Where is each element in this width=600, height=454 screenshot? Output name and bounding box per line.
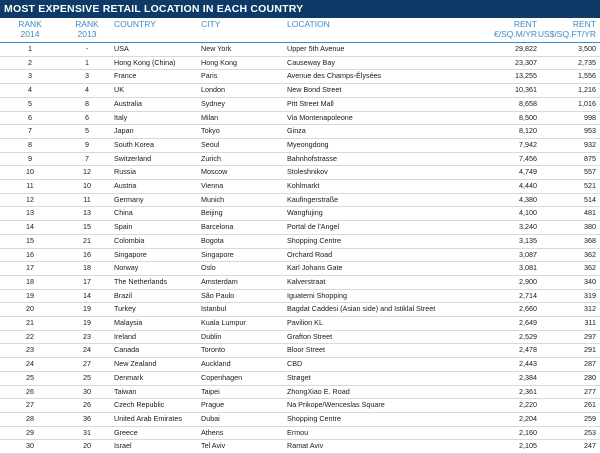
- table-row: [0, 56, 600, 70]
- table-row: [0, 344, 600, 358]
- cell-rank-2014: 19: [26, 290, 34, 300]
- cell-rent-usd: 297: [584, 331, 596, 341]
- cell-rank-2013: 7: [85, 153, 89, 163]
- cell-location: Ramat Aviv: [287, 441, 324, 451]
- cell-rank-2013: 11: [83, 194, 91, 204]
- table-row: [0, 125, 600, 139]
- cell-rank-2014: 23: [26, 345, 34, 355]
- cell-country: UK: [114, 85, 124, 95]
- cell-city: Moscow: [201, 167, 228, 177]
- table-row: [0, 330, 600, 344]
- cell-rank-2013: 5: [85, 126, 89, 136]
- cell-rank-2013: 36: [83, 413, 91, 423]
- table-row: [0, 193, 600, 207]
- cell-city: London: [201, 85, 225, 95]
- cell-country: South Korea: [114, 139, 154, 149]
- header-location: LOCATION: [287, 19, 330, 29]
- cell-rent-eur: 2,105: [519, 441, 537, 451]
- cell-rent-usd: 953: [584, 126, 596, 136]
- table-row: [0, 275, 600, 289]
- cell-rank-2013: 31: [83, 427, 91, 437]
- cell-rent-usd: 362: [584, 263, 596, 273]
- cell-rent-eur: 2,443: [519, 359, 537, 369]
- cell-city: São Paulo: [201, 290, 235, 300]
- cell-country: Germany: [114, 194, 144, 204]
- cell-location: Ginza: [287, 126, 306, 136]
- cell-rank-2014: 12: [26, 194, 34, 204]
- cell-location: Kohlmarkt: [287, 181, 320, 191]
- cell-rank-2013: 26: [83, 400, 91, 410]
- cell-rent-usd: 1,216: [578, 85, 596, 95]
- cell-location: Ermou: [287, 427, 309, 437]
- cell-rent-eur: 10,361: [515, 85, 537, 95]
- cell-rent-usd: 380: [584, 222, 596, 232]
- cell-city: Beijing: [201, 208, 223, 218]
- cell-rank-2014: 30: [26, 441, 34, 451]
- cell-rank-2014: 13: [26, 208, 34, 218]
- table-body: [0, 43, 600, 454]
- cell-rank-2013: 3: [85, 71, 89, 81]
- cell-rank-2013: 15: [83, 222, 91, 232]
- cell-rank-2013: 1: [85, 57, 89, 67]
- cell-rank-2014: 7: [28, 126, 32, 136]
- table-row: [0, 138, 600, 152]
- cell-country: Japan: [114, 126, 134, 136]
- cell-rent-usd: 259: [584, 413, 596, 423]
- cell-city: Singapore: [201, 249, 234, 259]
- cell-rent-usd: 319: [584, 290, 596, 300]
- cell-rank-2013: 23: [83, 331, 91, 341]
- table-row: [0, 262, 600, 276]
- header-rent-usd: [537, 18, 600, 43]
- cell-rent-eur: 8,120: [519, 126, 537, 136]
- cell-rent-eur: 8,658: [519, 98, 537, 108]
- cell-city: Barcelona: [201, 222, 234, 232]
- cell-rent-usd: 311: [584, 318, 596, 328]
- cell-rank-2013: 12: [83, 167, 91, 177]
- table-row: [0, 234, 600, 248]
- cell-city: New York: [201, 44, 232, 53]
- cell-city: Munich: [201, 194, 225, 204]
- cell-city: Tel Aviv: [201, 441, 226, 451]
- cell-country: Norway: [114, 263, 139, 273]
- cell-rent-usd: 998: [584, 112, 596, 122]
- cell-rank-2013: 16: [83, 249, 91, 259]
- cell-rent-eur: 4,380: [519, 194, 537, 204]
- cell-location: Orchard Road: [287, 249, 333, 259]
- cell-location: New Bond Street: [287, 85, 342, 95]
- cell-location: ZhongXiao E. Road: [287, 386, 350, 396]
- cell-rank-2014: 5: [28, 98, 32, 108]
- cell-rank-2013: 24: [83, 345, 91, 355]
- cell-rent-eur: 4,440: [519, 181, 537, 191]
- header-rank-2014-line2: 2014: [20, 28, 40, 39]
- cell-country: Singapore: [114, 249, 147, 259]
- cell-rank-2013: 17: [83, 276, 91, 286]
- table-row: [0, 43, 600, 57]
- cell-rent-usd: 1,016: [578, 98, 596, 108]
- table-row: [0, 111, 600, 125]
- cell-location: Shopping Centre: [287, 413, 341, 423]
- cell-location: Pavilion KL: [287, 318, 323, 328]
- cell-location: Shopping Centre: [287, 235, 341, 245]
- cell-rent-usd: 312: [584, 304, 596, 314]
- cell-city: Dublin: [201, 331, 222, 341]
- cell-city: Seoul: [201, 139, 220, 149]
- cell-city: Milan: [201, 112, 219, 122]
- cell-rent-eur: 2,384: [519, 372, 537, 382]
- cell-rank-2013: 19: [83, 304, 91, 314]
- header-rank-2013-line1: RANK: [75, 19, 99, 29]
- cell-location: Bahnhofstrasse: [287, 153, 337, 163]
- cell-city: Toronto: [201, 345, 225, 355]
- cell-rent-eur: 2,478: [519, 345, 537, 355]
- cell-rent-eur: 8,500: [519, 112, 537, 122]
- cell-city: Hong Kong: [201, 57, 237, 67]
- cell-city: Tokyo: [201, 126, 220, 136]
- cell-rent-usd: 340: [584, 276, 596, 286]
- cell-rank-2013: 14: [83, 290, 91, 300]
- cell-rank-2014: 26: [26, 386, 34, 396]
- cell-rank-2013: 27: [83, 359, 91, 369]
- cell-rank-2014: 29: [26, 427, 34, 437]
- cell-rank-2014: 14: [26, 222, 34, 232]
- cell-rank-2014: 2: [28, 57, 32, 67]
- cell-location: Na Prikope/Wenceslas Square: [287, 400, 385, 410]
- cell-city: Kuala Lumpur: [201, 318, 246, 328]
- cell-country: Hong Kong (China): [114, 57, 176, 67]
- header-rank-2013-line2: 2013: [77, 28, 97, 39]
- cell-rank-2014: 22: [26, 331, 34, 341]
- cell-location: Bloor Street: [287, 345, 325, 355]
- cell-rent-eur: 2,529: [519, 331, 537, 341]
- cell-rank-2014: 17: [26, 263, 34, 273]
- cell-rent-eur: 13,255: [515, 71, 537, 81]
- cell-city: Auckland: [201, 359, 231, 369]
- cell-location: Portal de l'Angel: [287, 222, 340, 232]
- cell-rent-eur: 4,100: [519, 208, 537, 218]
- cell-city: Paris: [201, 71, 218, 81]
- cell-city: Oslo: [201, 263, 216, 273]
- cell-country: Austria: [114, 181, 137, 191]
- cell-location: Bagdat Caddesi (Asian side) and Istiklal Street: [287, 304, 436, 314]
- header-rank-2014-line1: RANK: [18, 19, 42, 29]
- table-row: [0, 371, 600, 385]
- cell-rank-2013: 18: [83, 263, 91, 273]
- table-row: [0, 412, 600, 426]
- cell-rank-2013: 30: [83, 386, 91, 396]
- cell-rent-usd: 481: [584, 208, 596, 218]
- cell-country: Russia: [114, 167, 136, 177]
- cell-country: France: [114, 71, 137, 81]
- cell-location: Grafton Street: [287, 331, 333, 341]
- cell-rank-2014: 24: [26, 359, 34, 369]
- table-row: [0, 97, 600, 111]
- cell-city: Athens: [201, 427, 224, 437]
- table-row: [0, 317, 600, 331]
- cell-country: Canada: [114, 345, 140, 355]
- table-row: [0, 358, 600, 372]
- table-row: [0, 303, 600, 317]
- cell-rent-usd: 253: [584, 427, 596, 437]
- cell-rent-eur: 2,900: [519, 276, 537, 286]
- cell-rent-usd: 291: [584, 345, 596, 355]
- table-row: [0, 152, 600, 166]
- cell-rank-2014: 25: [26, 372, 34, 382]
- cell-rank-2013: -: [85, 44, 89, 53]
- cell-city: Copenhagen: [201, 372, 243, 382]
- cell-rent-eur: 3,087: [519, 249, 537, 259]
- cell-rent-usd: 932: [584, 139, 596, 149]
- header-rent-usd-line2: US$/SQ.FT/YR: [537, 28, 596, 39]
- cell-city: Dubai: [201, 413, 220, 423]
- cell-country: USA: [114, 44, 129, 53]
- cell-location: Avenue des Champs-Élysées: [287, 71, 382, 81]
- cell-city: Amsterdam: [201, 276, 238, 286]
- cell-country: Malaysia: [114, 318, 143, 328]
- cell-country: Denmark: [114, 372, 144, 382]
- cell-rent-eur: 7,942: [519, 139, 537, 149]
- cell-country: Australia: [114, 98, 142, 108]
- cell-rent-eur: 7,456: [519, 153, 537, 163]
- cell-rank-2014: 8: [28, 139, 32, 149]
- cell-rent-eur: 3,240: [519, 222, 537, 232]
- cell-location: Causeway Bay: [287, 57, 335, 67]
- cell-country: Taiwan: [114, 386, 137, 396]
- header-rank-2014: [0, 18, 60, 43]
- cell-rank-2014: 27: [26, 400, 34, 410]
- cell-rank-2013: 20: [83, 441, 91, 451]
- cell-rank-2013: 25: [83, 372, 91, 382]
- header-rent-usd-line1: RENT: [572, 19, 596, 29]
- cell-rent-usd: 557: [584, 167, 596, 177]
- cell-rank-2014: 10: [26, 167, 34, 177]
- cell-country: Colombia: [114, 235, 145, 245]
- cell-rent-eur: 2,714: [519, 290, 537, 300]
- cell-location: Upper 5th Avenue: [287, 44, 345, 53]
- cell-rent-usd: 280: [584, 372, 596, 382]
- header-row: [0, 18, 600, 43]
- cell-rank-2014: 1: [28, 44, 32, 53]
- header-rent-eur-line2: €/SQ.M/YR: [494, 28, 537, 39]
- cell-location: Wangfujing: [287, 208, 323, 218]
- cell-rent-eur: 2,361: [519, 386, 537, 396]
- cell-rent-eur: 2,160: [519, 427, 537, 437]
- cell-location: Karl Johans Gate: [287, 263, 343, 273]
- cell-rent-usd: 514: [584, 194, 596, 204]
- cell-city: Vienna: [201, 181, 224, 191]
- cell-country: The Netherlands: [114, 276, 168, 286]
- cell-location: Pitt Street Mall: [287, 98, 334, 108]
- header-city: CITY: [201, 19, 221, 29]
- cell-country: Israel: [114, 441, 132, 451]
- table-row: [0, 426, 600, 440]
- cell-rent-usd: 247: [584, 441, 596, 451]
- cell-location: Iguatemi Shopping: [287, 290, 347, 300]
- cell-rank-2013: 9: [85, 139, 89, 149]
- cell-rent-usd: 277: [584, 386, 596, 396]
- cell-city: Bogota: [201, 235, 224, 245]
- cell-city: Zurich: [201, 153, 221, 163]
- cell-country: Brazil: [114, 290, 132, 300]
- cell-rank-2014: 4: [28, 85, 32, 95]
- cell-rank-2014: 9: [28, 153, 32, 163]
- cell-rent-usd: 261: [584, 400, 596, 410]
- cell-rank-2014: 6: [28, 112, 32, 122]
- cell-rank-2013: 6: [85, 112, 89, 122]
- cell-rent-eur: 3,081: [519, 263, 537, 273]
- header-rent-eur: [476, 18, 537, 43]
- cell-rent-usd: 3,500: [578, 44, 596, 53]
- header-rank-2013: [60, 18, 114, 43]
- table-title: MOST EXPENSIVE RETAIL LOCATION IN EACH COUNTRY: [0, 0, 600, 18]
- cell-rank-2013: 19: [83, 318, 91, 328]
- cell-rank-2013: 10: [83, 181, 91, 191]
- retail-rent-table: [0, 18, 600, 454]
- cell-rent-eur: 2,204: [519, 413, 537, 423]
- cell-rent-eur: 2,220: [519, 400, 537, 410]
- cell-location: Stoleshnikov: [287, 167, 328, 177]
- cell-country: Switzerland: [114, 153, 152, 163]
- cell-location: Via Montenapoleone: [287, 112, 353, 122]
- cell-city: Istanbul: [201, 304, 227, 314]
- cell-country: Italy: [114, 112, 128, 122]
- cell-rank-2014: 20: [26, 304, 34, 314]
- cell-country: Spain: [114, 222, 133, 232]
- cell-rank-2014: 28: [26, 413, 34, 423]
- header-country: COUNTRY: [114, 19, 156, 29]
- cell-rent-usd: 362: [584, 249, 596, 259]
- cell-rank-2014: 16: [26, 249, 34, 259]
- cell-country: Czech Republic: [114, 400, 165, 410]
- cell-rank-2014: 18: [26, 276, 34, 286]
- cell-rent-eur: 2,660: [519, 304, 537, 314]
- cell-location: Strøget: [287, 372, 311, 382]
- table-row: [0, 166, 600, 180]
- cell-rent-eur: 2,649: [519, 318, 537, 328]
- cell-rent-usd: 287: [584, 359, 596, 369]
- table-row: [0, 289, 600, 303]
- cell-location: Myeongdong: [287, 139, 329, 149]
- cell-rank-2014: 11: [26, 181, 34, 191]
- cell-rank-2013: 8: [85, 98, 89, 108]
- cell-rank-2013: 21: [83, 235, 91, 245]
- cell-country: China: [114, 208, 133, 218]
- cell-rent-usd: 1,556: [578, 71, 596, 81]
- cell-rank-2014: 3: [28, 71, 32, 81]
- cell-city: Sydney: [201, 98, 225, 108]
- cell-rank-2013: 4: [85, 85, 89, 95]
- table-row: [0, 248, 600, 262]
- cell-country: United Arab Emirates: [114, 413, 182, 423]
- table-row: [0, 180, 600, 194]
- cell-rent-usd: 521: [584, 181, 596, 191]
- cell-location: CBD: [287, 359, 303, 369]
- table-row: [0, 440, 600, 454]
- cell-rent-eur: 23,307: [515, 57, 537, 67]
- cell-rank-2014: 15: [26, 235, 34, 245]
- cell-country: Turkey: [114, 304, 136, 314]
- cell-rent-eur: 4,749: [519, 167, 537, 177]
- cell-location: Kalverstraat: [287, 276, 326, 286]
- table-row: [0, 84, 600, 98]
- cell-rent-eur: 29,822: [515, 44, 537, 53]
- cell-city: Taipei: [201, 386, 220, 396]
- cell-rent-usd: 875: [584, 153, 596, 163]
- table-row: [0, 70, 600, 84]
- cell-rank-2013: 13: [83, 208, 91, 218]
- cell-country: Greece: [114, 427, 138, 437]
- cell-rent-eur: 3,135: [519, 235, 537, 245]
- cell-country: New Zealand: [114, 359, 157, 369]
- cell-location: Kaufingerstraße: [287, 194, 339, 204]
- cell-city: Prague: [201, 400, 225, 410]
- cell-rent-usd: 2,735: [578, 57, 596, 67]
- table-row: [0, 399, 600, 413]
- table-row: [0, 221, 600, 235]
- table-row: [0, 207, 600, 221]
- table-row: [0, 385, 600, 399]
- cell-rank-2014: 21: [26, 318, 34, 328]
- header-rent-eur-line1: RENT: [513, 19, 537, 29]
- cell-country: Ireland: [114, 331, 136, 341]
- cell-rent-usd: 368: [584, 235, 596, 245]
